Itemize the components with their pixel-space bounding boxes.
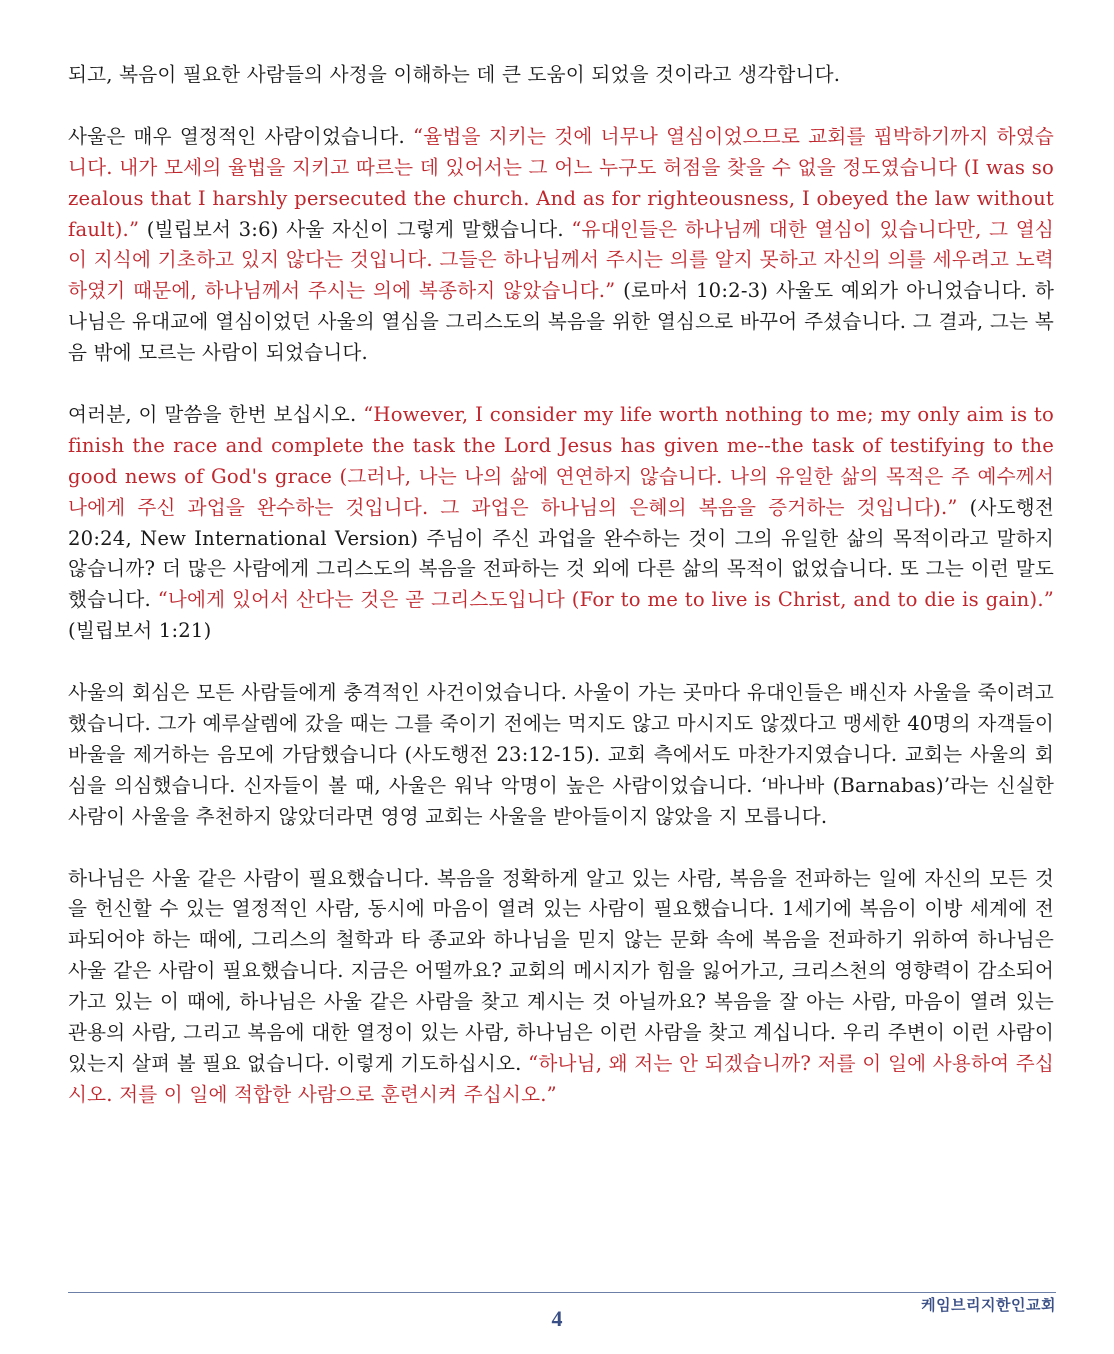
document-body	[68, 60, 1054, 1142]
paragraph	[68, 400, 1054, 647]
paragraph	[68, 122, 1054, 369]
scripture-quote: “나에게 있어서 산다는 것은 곧 그리스도입니다 (For to me to live is Christ, and to die is gain).”	[157, 588, 1054, 612]
body-text: 하나님은 사울 같은 사람이 필요했습니다. 복음을 정확하게 알고 있는 사람, 복음을 전파하는 일에 자신의 모든 것을 헌신할 수 있는 열정적인 사람, 동시에 마음이 열려 있는 사람이 필요했습니다. 1세기에 복음이 이방 세계에 전파되어야 하는 때에, 그리스의 철학과 타 종교와 하나님을 믿지 않는 문화 속에 복음을 전파하기 위하여 하나님은 사울 같은 사람이 필요했습니다. 지금은 어떨까요? 교회의 메시지가 힘을 잃어가고, 크리스천의 영향력이 감소되어 가고 있는 이 때에, 하나님은 사울 같은 사람을 찾고 계시는 것 아닐까요? 복음을 잘 아는 사람, 마음이 열려 있는 관용의 사람, 그리고 복음에 대한 열정이 있는 사람, 하나님은 이런 사람을 찾고 계십니다. 우리 주변이 이런 사람이 있는지 살펴 볼 필요 없습니다. 이렇게 기도하십시오.	[68, 866, 1054, 1075]
body-text: (로마서 10:2-3) 사울도 예외가 아니었습니다. 하나님은 유대교에 열심이었던 사울의 열심을 그리스도의 복음을 위한 열심으로 바꾸어 주셨습니다. 그 결과, 그는 복음 밖에 모르는 사람이 되었습니다.	[68, 279, 1054, 365]
paragraph	[68, 678, 1054, 833]
page-number: 4	[551, 1306, 563, 1331]
paragraph	[68, 864, 1054, 1111]
body-text: 사울은 매우 열정적인 사람이었습니다.	[68, 124, 414, 148]
paragraph	[68, 60, 1054, 91]
church-name: 케임브리지한인교회	[921, 1296, 1056, 1314]
body-text: (사도행전 20:24, New International Version) 주님이 주신 과업을 완수하는 것이 그의 유일한 삶의 목적이라고 말하지 않습니까? 더 많은 사람에게 그리스도의 복음을 전파하는 것 외에 다른 삶의 목적이 없었습니다. 또 그는 이런 말도 했습니다.	[68, 495, 1054, 612]
body-text: 되고, 복음이 필요한 사람들의 사정을 이해하는 데 큰 도움이 되었을 것이라고 생각합니다.	[68, 63, 841, 86]
body-text: 여러분, 이 말씀을 한번 보십시오.	[68, 402, 364, 426]
body-text: 사울의 회심은 모든 사람들에게 충격적인 사건이었습니다. 사울이 가는 곳마다 유대인들은 배신자 사울을 죽이려고 했습니다. 그가 예루살렘에 갔을 때는 그를 죽이기 전에는 먹지도 않고 마시지도 않겠다고 맹세한 40명의 자객들이 바울을 제거하는 음모에 가담했습니다 (사도행전 23:12-15). 교회 측에서도 마찬가지였습니다. 교회는 사울의 회심을 의심했습니다. 신자들이 볼 때, 사울은 워낙 악명이 높은 사람이었습니다. ‘바나바 (Barnabas)’라는 신실한 사람이 사울을 추천하지 않았더라면 영영 교회는 사울을 받아들이지 않았을 지 모릅니다.	[68, 681, 1054, 828]
scripture-quote: “율법을 지키는 것에 너무나 열심이었으므로 교회를 핍박하기까지 하였습니다. 내가 모세의 율법을 지키고 따르는 데 있어서는 그 어느 누구도 허점을 찾을 수 없을 정도였습니다 (I was so zealous that I harshly persecuted the church. And as for righteousness, I obeyed the law without fault).”	[68, 124, 1054, 241]
body-text: (빌립보서 3:6) 사울 자신이 그렇게 말했습니다.	[139, 217, 572, 241]
scripture-quote: “유대인들은 하나님께 대한 열심이 있습니다만, 그 열심이 지식에 기초하고 있지 않다는 것입니다. 그들은 하나님께서 주시는 의를 알지 못하고 자신의 의를 세우려고 노력하였기 때문에, 하나님께서 주시는 의에 복종하지 않았습니다.”	[68, 217, 1054, 303]
scripture-quote: “However, I consider my life worth nothing to me; my only aim is to finish the race and complete the task the Lord Jesus has given me--the task of testifying to the good news of God's grace (그러나, 나는 나의 삶에 연연하지 않습니다. 나의 유일한 삶의 목적은 주 예수께서 나에게 주신 과업을 완수하는 것입니다. 그 과업은 하나님의 은혜의 복음을 증거하는 것입니다).”	[68, 402, 1055, 519]
scripture-quote: “하나님, 왜 저는 안 되겠습니까? 저를 이 일에 사용하여 주십시오. 저를 이 일에 적합한 사람으로 훈련시켜 주십시오.”	[68, 1051, 1054, 1106]
body-text: (빌립보서 1:21)	[68, 619, 212, 643]
footer-divider	[68, 1292, 1056, 1293]
